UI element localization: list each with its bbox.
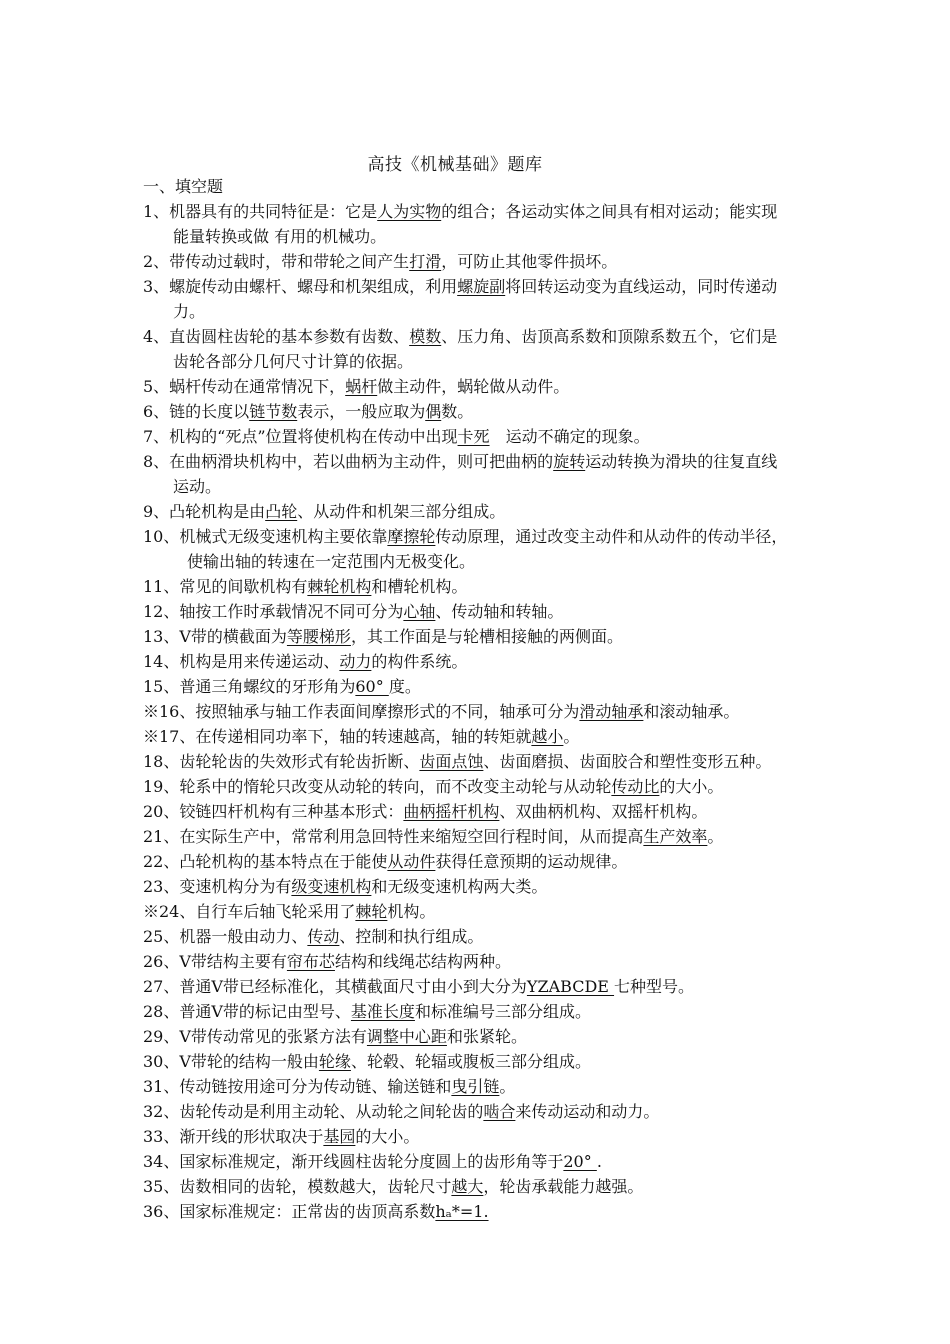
question-item <box>143 924 888 949</box>
answer-blank: 心轴 <box>403 602 436 621</box>
question-item <box>143 1024 888 1049</box>
answer-blank: 模数 <box>409 327 442 346</box>
answer-blank: 动力 <box>339 652 372 671</box>
question-text: 23、变速机构分为有 <box>143 877 292 896</box>
question-text: . <box>596 1152 602 1171</box>
question-item <box>143 324 888 374</box>
page-title: 高技《机械基础》题库 <box>367 155 543 175</box>
question-item <box>143 874 888 899</box>
question-item <box>143 774 888 799</box>
answer-blank: 级变速机构 <box>291 877 372 896</box>
question-text: 25、机器一般由动力、 <box>143 927 308 946</box>
answer-blank: 螺旋副 <box>457 277 506 296</box>
question-item <box>143 574 888 599</box>
question-text: 32、齿轮传动是利用主动轮、从动轮之间轮齿的 <box>143 1102 484 1121</box>
question-text: 传动原理，通过改变主动件和从动件的传动半径， <box>435 527 788 546</box>
question-text: 4、直齿圆柱齿轮的基本参数有齿数、 <box>143 327 410 346</box>
question-text: ，其工作面是与轮槽相接触的两侧面。 <box>350 627 623 646</box>
question-text: ※17、在传递相同功率下，轴的转速越高，轴的转矩就 <box>143 727 532 746</box>
question-text: 、从动件和机架三部分组成。 <box>297 502 506 521</box>
question-text: 和无级变速机构两大类。 <box>371 877 548 896</box>
answer-blank: 链节数 <box>249 402 298 421</box>
question-continuation <box>143 224 888 249</box>
question-text: 13、V带的横截面为 <box>143 627 287 646</box>
question-text: 的组合；各运动实体之间具有相对运动；能实现 <box>441 202 778 221</box>
question-item <box>143 1199 888 1224</box>
question-text: ※24、自行车后轴飞轮采用了 <box>143 902 356 921</box>
answer-blank: 卡死 <box>457 427 490 446</box>
question-text: 2、带传动过载时，带和带轮之间产生 <box>143 252 410 271</box>
question-item <box>143 499 888 524</box>
answer-blank: 从动件 <box>387 852 436 871</box>
question-item <box>143 274 888 324</box>
question-item <box>143 999 888 1024</box>
question-item <box>143 649 888 674</box>
question-text: 、传动轴和转轴。 <box>435 602 564 621</box>
answer-blank: 等腰梯形 <box>286 627 351 646</box>
question-item <box>143 1049 888 1074</box>
question-text: 30、V带轮的结构一般由 <box>143 1052 319 1071</box>
question-text: 。 <box>499 1077 516 1096</box>
question-text: 齿轮各部分几何尺寸计算的依据。 <box>173 352 414 371</box>
question-item <box>143 824 888 849</box>
question-text: 26、V带结构主要有 <box>143 952 287 971</box>
question-item <box>143 399 888 424</box>
question-text: 获得任意预期的运动规律。 <box>435 852 628 871</box>
question-text: 、压力角、齿顶高系数和顶隙系数五个，它们是 <box>441 327 778 346</box>
answer-blank: 滑动轴承 <box>579 702 644 721</box>
question-text: 14、机构是用来传递运动、 <box>143 652 340 671</box>
question-text: 3、螺旋传动由螺杆、螺母和机架组成，利用 <box>143 277 458 296</box>
question-text: 能量转换或做 有用的机械功。 <box>173 227 387 246</box>
question-continuation <box>143 549 888 574</box>
question-text: 18、齿轮轮齿的失效形式有轮齿折断、 <box>143 752 420 771</box>
question-text: 22、凸轮机构的基本特点在于能使 <box>143 852 388 871</box>
question-text: 度。 <box>388 677 421 696</box>
answer-blank: 旋转 <box>553 452 586 471</box>
answer-blank: hₐ*=1. <box>435 1202 489 1221</box>
question-item <box>143 724 888 749</box>
answer-blank: 生产效率 <box>643 827 708 846</box>
question-item <box>143 949 888 974</box>
question-item <box>143 749 888 774</box>
answer-blank: 棘轮机构 <box>307 577 372 596</box>
answer-blank: 调整中心距 <box>366 1027 447 1046</box>
answer-blank: 齿面点蚀 <box>419 752 484 771</box>
question-text: 20、铰链四杆机构有三种基本形式： <box>143 802 404 821</box>
answer-blank: 越大 <box>451 1177 484 1196</box>
question-text: 7、机构的“死点”位置将使机构在传动中出现 <box>143 427 458 446</box>
question-item <box>143 699 888 724</box>
question-text: 21、在实际生产中，常常利用急回特性来缩短空回行程时间，从而提高 <box>143 827 644 846</box>
question-text: 做主动件，蜗轮做从动件。 <box>377 377 570 396</box>
question-text: 数。 <box>441 402 474 421</box>
question-item <box>143 1174 888 1199</box>
question-text: 。 <box>707 827 724 846</box>
answer-blank: 传动比 <box>611 777 660 796</box>
question-text: 和张紧轮。 <box>446 1027 527 1046</box>
question-text: 10、机械式无级变速机构主要依靠 <box>143 527 388 546</box>
answer-blank: 基准长度 <box>350 1002 415 1021</box>
question-item <box>143 249 888 274</box>
question-text: 结构和线绳芯结构两种。 <box>334 952 511 971</box>
question-text: ※16、按照轴承与轴工作表面间摩擦形式的不同，轴承可分为 <box>143 702 580 721</box>
question-text: 9、凸轮机构是由 <box>143 502 266 521</box>
question-text: 31、传动链按用途可分为传动链、输送链和 <box>143 1077 452 1096</box>
question-text: 的大小。 <box>659 777 724 796</box>
question-text: 将回转运动变为直线运动，同时传递动 <box>505 277 778 296</box>
question-text: 运动不确定的现象。 <box>489 427 650 446</box>
question-item <box>143 424 888 449</box>
question-text: 使输出轴的转速在一定范围内无极变化。 <box>187 552 476 571</box>
question-text: 5、蜗杆传动在通常情况下， <box>143 377 346 396</box>
answer-blank: 凸轮 <box>265 502 298 521</box>
answer-blank: 人为实物 <box>377 202 442 221</box>
question-text: 28、普通V带的标记由型号、 <box>143 1002 351 1021</box>
question-text: 机构。 <box>387 902 436 921</box>
question-text: 的大小。 <box>355 1127 420 1146</box>
question-item <box>143 799 888 824</box>
question-text: 33、渐开线的形状取决于 <box>143 1127 324 1146</box>
answer-blank: YZABCDE <box>526 977 615 996</box>
question-item <box>143 1149 888 1174</box>
question-text: 1、机器具有的共同特征是：它是 <box>143 202 378 221</box>
question-text: 8、在曲柄滑块机构中，若以曲柄为主动件，则可把曲柄的 <box>143 452 554 471</box>
answer-blank: 曲柄摇杆机构 <box>403 802 500 821</box>
question-text: 。 <box>563 727 580 746</box>
question-text: 运动。 <box>173 477 222 496</box>
question-item <box>143 374 888 399</box>
question-text: 、轮毂、轮辐或腹板三部分组成。 <box>350 1052 591 1071</box>
answer-blank: 60° <box>355 677 389 696</box>
question-item <box>143 899 888 924</box>
question-item <box>143 1099 888 1124</box>
question-text: 、双曲柄机构、双摇杆机构。 <box>499 802 708 821</box>
answer-blank: 啮合 <box>483 1102 516 1121</box>
question-text: 运动转换为滑块的往复直线 <box>585 452 778 471</box>
answer-blank: 轮缘 <box>318 1052 351 1071</box>
question-item <box>143 1074 888 1099</box>
answer-blank: 越小 <box>531 727 564 746</box>
question-text: 34、国家标准规定，渐开线圆柱齿轮分度圆上的齿形角等于 <box>143 1152 564 1171</box>
answer-blank: 基园 <box>323 1127 356 1146</box>
question-item <box>143 674 888 699</box>
answer-blank: 传动 <box>307 927 340 946</box>
question-text: ，可防止其他零件损坏。 <box>441 252 618 271</box>
question-list <box>143 199 888 1224</box>
question-text: 12、轴按工作时承载情况不同可分为 <box>143 602 404 621</box>
question-text: 15、普通三角螺纹的牙形角为 <box>143 677 356 696</box>
question-text: 36、国家标准规定：正常齿的齿顶高系数 <box>143 1202 436 1221</box>
question-item <box>143 624 888 649</box>
question-text: 6、链的长度以 <box>143 402 250 421</box>
question-text: 19、轮系中的惰轮只改变从动轮的转向，而不改变主动轮与从动轮 <box>143 777 612 796</box>
answer-blank: 棘轮 <box>355 902 388 921</box>
question-text: 力。 <box>173 302 206 321</box>
question-text: 的构件系统。 <box>371 652 468 671</box>
question-item <box>143 1124 888 1149</box>
question-text: 来传动运动和动力。 <box>515 1102 660 1121</box>
question-item <box>143 524 888 574</box>
question-text: 、齿面磨损、齿面胶合和塑性变形五种。 <box>483 752 772 771</box>
question-continuation <box>143 474 888 499</box>
question-item <box>143 449 888 499</box>
question-text: 、控制和执行组成。 <box>339 927 484 946</box>
question-item <box>143 974 888 999</box>
answer-blank: 摩擦轮 <box>387 527 436 546</box>
question-text: 和槽轮机构。 <box>371 577 468 596</box>
section-heading: 一、填空题 <box>143 177 224 196</box>
answer-blank: 偶 <box>425 402 442 421</box>
question-continuation <box>143 349 888 374</box>
question-text: 27、普通V带已经标准化，其横截面尺寸由小到大分为 <box>143 977 527 996</box>
question-item <box>143 199 888 249</box>
question-item <box>143 599 888 624</box>
question-text: 七种型号。 <box>614 977 695 996</box>
answer-blank: 20° <box>563 1152 597 1171</box>
answer-blank: 曳引链 <box>451 1077 500 1096</box>
question-text: 和标准编号三部分组成。 <box>414 1002 591 1021</box>
answer-blank: 打滑 <box>409 252 442 271</box>
question-text: 11、常见的间歇机构有 <box>143 577 308 596</box>
question-text: 表示，一般应取为 <box>297 402 426 421</box>
question-text: 35、齿数相同的齿轮，模数越大，齿轮尺寸 <box>143 1177 452 1196</box>
question-item <box>143 849 888 874</box>
question-text: 29、V带传动常见的张紧方法有 <box>143 1027 367 1046</box>
question-text: ，轮齿承载能力越强。 <box>483 1177 644 1196</box>
question-text: 和滚动轴承。 <box>643 702 740 721</box>
question-continuation <box>143 299 888 324</box>
answer-blank: 蜗杆 <box>345 377 378 396</box>
answer-blank: 帘布芯 <box>286 952 335 971</box>
